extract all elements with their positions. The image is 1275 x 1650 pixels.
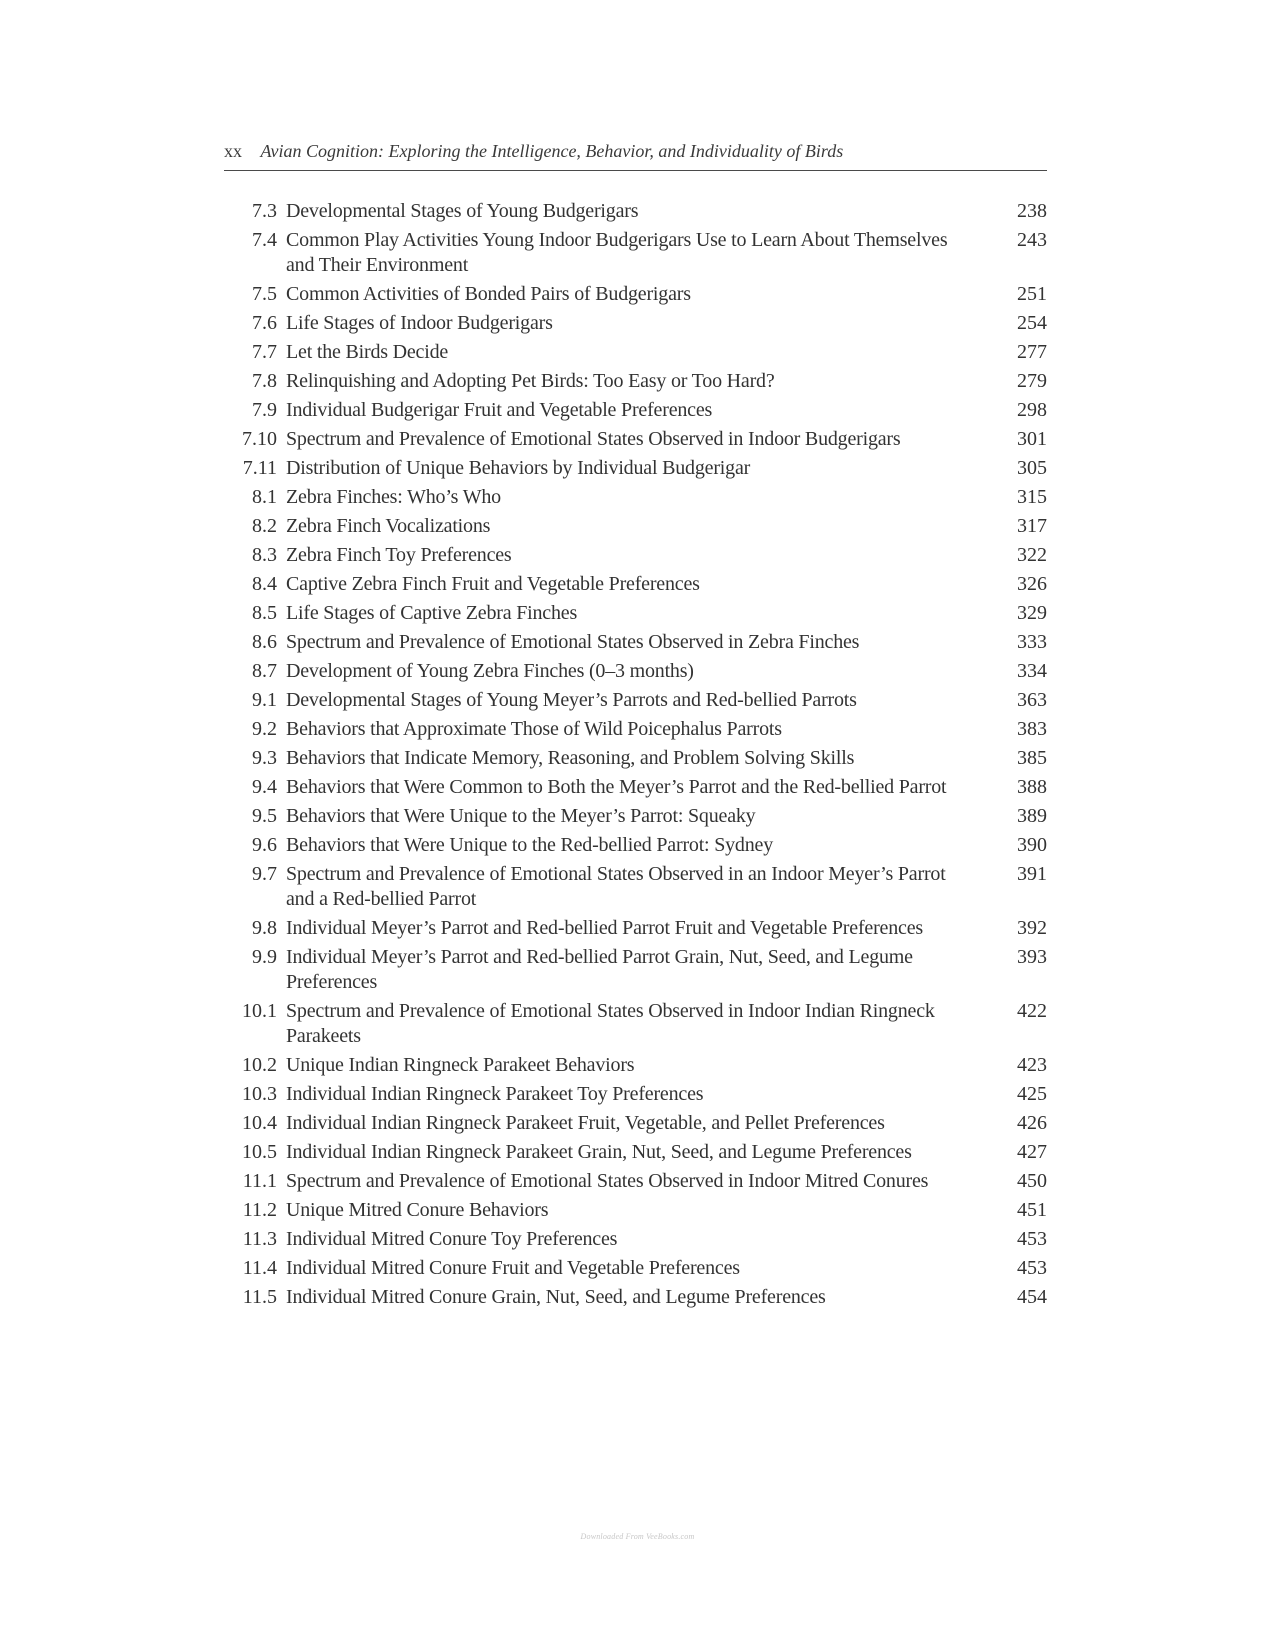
table-title: Common Play Activities Young Indoor Budgerigars Use to Learn About Themselves and Their Environment xyxy=(286,229,948,276)
table-number: 7.11 xyxy=(242,457,277,479)
table-title: Developmental Stages of Young Budgerigars xyxy=(286,200,639,222)
table-page-number: 425 xyxy=(1017,1083,1047,1105)
table-title: Individual Meyer’s Parrot and Red-bellied Parrot Grain, Nut, Seed, and Legume Preferences xyxy=(286,946,913,993)
table-page-number: 427 xyxy=(1017,1141,1047,1163)
table-title: Spectrum and Prevalence of Emotional States Observed in Indoor Budgerigars xyxy=(286,428,901,450)
table-title: Development of Young Zebra Finches (0–3 months) xyxy=(286,660,694,682)
toc-row xyxy=(224,659,1047,684)
table-number: 8.7 xyxy=(252,660,277,682)
toc-row xyxy=(224,1198,1047,1223)
page-number: xx xyxy=(224,141,242,161)
table-page-number: 453 xyxy=(1017,1228,1047,1250)
table-number: 8.2 xyxy=(252,515,277,537)
table-number: 9.6 xyxy=(252,834,277,856)
table-number: 9.5 xyxy=(252,805,277,827)
table-title: Individual Mitred Conure Grain, Nut, Seed, and Legume Preferences xyxy=(286,1286,826,1308)
table-page-number: 391 xyxy=(1017,863,1047,885)
table-page-number: 243 xyxy=(1017,229,1047,251)
toc-row xyxy=(224,199,1047,224)
table-number: 7.10 xyxy=(242,428,277,450)
table-page-number: 390 xyxy=(1017,834,1047,856)
toc-row xyxy=(224,572,1047,597)
table-title: Behaviors that Approximate Those of Wild Poicephalus Parrots xyxy=(286,718,782,740)
table-title: Common Activities of Bonded Pairs of Budgerigars xyxy=(286,283,691,305)
table-title: Individual Indian Ringneck Parakeet Grain, Nut, Seed, and Legume Preferences xyxy=(286,1141,912,1163)
table-page-number: 450 xyxy=(1017,1170,1047,1192)
table-number: 9.9 xyxy=(252,946,277,968)
table-title: Individual Budgerigar Fruit and Vegetable Preferences xyxy=(286,399,713,421)
table-number: 10.2 xyxy=(242,1054,277,1076)
table-title: Spectrum and Prevalence of Emotional States Observed in an Indoor Meyer’s Parrot and a Red-bellied Parrot xyxy=(286,863,946,910)
table-title: Behaviors that Were Unique to the Red-bellied Parrot: Sydney xyxy=(286,834,774,856)
table-number: 8.3 xyxy=(252,544,277,566)
table-page-number: 238 xyxy=(1017,200,1047,222)
toc-row xyxy=(224,688,1047,713)
toc-row xyxy=(224,746,1047,771)
table-page-number: 392 xyxy=(1017,917,1047,939)
table-page-number: 298 xyxy=(1017,399,1047,421)
table-page-number: 254 xyxy=(1017,312,1047,334)
table-title: Spectrum and Prevalence of Emotional States Observed in Zebra Finches xyxy=(286,631,860,653)
table-number: 9.3 xyxy=(252,747,277,769)
toc-row xyxy=(224,1256,1047,1281)
toc-row xyxy=(224,775,1047,800)
running-head xyxy=(224,140,1047,171)
table-number: 7.8 xyxy=(252,370,277,392)
toc-row xyxy=(224,999,1047,1049)
table-title: Spectrum and Prevalence of Emotional States Observed in Indoor Indian Ringneck Parakeets xyxy=(286,1000,935,1047)
table-title: Relinquishing and Adopting Pet Birds: Too Easy or Too Hard? xyxy=(286,370,775,392)
table-title: Let the Birds Decide xyxy=(286,341,449,363)
toc-row xyxy=(224,1111,1047,1136)
table-title: Individual Indian Ringneck Parakeet Fruit, Vegetable, and Pellet Preferences xyxy=(286,1112,885,1134)
download-watermark: Downloaded From VeeBooks.com xyxy=(580,1532,695,1541)
table-number: 7.3 xyxy=(252,200,277,222)
table-page-number: 393 xyxy=(1017,946,1047,968)
table-page-number: 423 xyxy=(1017,1054,1047,1076)
table-page-number: 451 xyxy=(1017,1199,1047,1221)
table-title: Captive Zebra Finch Fruit and Vegetable Preferences xyxy=(286,573,700,595)
toc-row xyxy=(224,369,1047,394)
table-title: Behaviors that Were Common to Both the Meyer’s Parrot and the Red-bellied Parrot xyxy=(286,776,947,798)
toc-row xyxy=(224,1227,1047,1252)
table-number: 7.5 xyxy=(252,283,277,305)
toc-row xyxy=(224,804,1047,829)
toc-row xyxy=(224,945,1047,995)
toc-row xyxy=(224,427,1047,452)
toc-row xyxy=(224,543,1047,568)
table-number: 7.7 xyxy=(252,341,277,363)
table-title: Behaviors that Indicate Memory, Reasoning, and Problem Solving Skills xyxy=(286,747,855,769)
table-number: 10.5 xyxy=(242,1141,277,1163)
table-number: 7.6 xyxy=(252,312,277,334)
toc-row xyxy=(224,1285,1047,1310)
table-title: Individual Mitred Conure Fruit and Vegetable Preferences xyxy=(286,1257,740,1279)
toc-row xyxy=(224,1053,1047,1078)
table-title: Unique Indian Ringneck Parakeet Behaviors xyxy=(286,1054,635,1076)
table-list xyxy=(224,199,1047,1314)
table-number: 10.3 xyxy=(242,1083,277,1105)
table-number: 9.8 xyxy=(252,917,277,939)
table-page-number: 277 xyxy=(1017,341,1047,363)
table-page-number: 305 xyxy=(1017,457,1047,479)
table-number: 7.9 xyxy=(252,399,277,421)
table-number: 10.4 xyxy=(242,1112,277,1134)
table-title: Spectrum and Prevalence of Emotional States Observed in Indoor Mitred Conures xyxy=(286,1170,929,1192)
table-page-number: 389 xyxy=(1017,805,1047,827)
toc-row xyxy=(224,282,1047,307)
toc-row xyxy=(224,456,1047,481)
toc-row xyxy=(224,398,1047,423)
table-number: 8.4 xyxy=(252,573,277,595)
toc-row xyxy=(224,311,1047,336)
table-title: Zebra Finch Toy Preferences xyxy=(286,544,512,566)
table-number: 8.1 xyxy=(252,486,277,508)
table-title: Distribution of Unique Behaviors by Individual Budgerigar xyxy=(286,457,751,479)
table-page-number: 322 xyxy=(1017,544,1047,566)
table-number: 9.1 xyxy=(252,689,277,711)
table-number: 9.2 xyxy=(252,718,277,740)
table-number: 9.7 xyxy=(252,863,277,885)
table-title: Behaviors that Were Unique to the Meyer’s Parrot: Squeaky xyxy=(286,805,756,827)
table-page-number: 317 xyxy=(1017,515,1047,537)
table-page-number: 453 xyxy=(1017,1257,1047,1279)
toc-row xyxy=(224,916,1047,941)
table-title: Life Stages of Indoor Budgerigars xyxy=(286,312,553,334)
table-number: 8.5 xyxy=(252,602,277,624)
table-number: 11.5 xyxy=(242,1286,277,1308)
toc-row xyxy=(224,717,1047,742)
table-number: 11.2 xyxy=(242,1199,277,1221)
table-page-number: 422 xyxy=(1017,1000,1047,1022)
table-page-number: 301 xyxy=(1017,428,1047,450)
table-page-number: 279 xyxy=(1017,370,1047,392)
table-title: Individual Indian Ringneck Parakeet Toy Preferences xyxy=(286,1083,704,1105)
table-number: 11.1 xyxy=(242,1170,277,1192)
table-page-number: 426 xyxy=(1017,1112,1047,1134)
book-title: Avian Cognition: Exploring the Intelligence, Behavior, and Individuality of Birds xyxy=(260,141,844,161)
table-title: Individual Mitred Conure Toy Preferences xyxy=(286,1228,618,1250)
toc-row xyxy=(224,1140,1047,1165)
table-page-number: 454 xyxy=(1017,1286,1047,1308)
toc-row xyxy=(224,601,1047,626)
table-page-number: 251 xyxy=(1017,283,1047,305)
table-page-number: 363 xyxy=(1017,689,1047,711)
table-page-number: 315 xyxy=(1017,486,1047,508)
table-page-number: 326 xyxy=(1017,573,1047,595)
toc-row xyxy=(224,1082,1047,1107)
toc-row xyxy=(224,514,1047,539)
toc-row xyxy=(224,630,1047,655)
table-number: 7.4 xyxy=(252,229,277,251)
toc-row xyxy=(224,340,1047,365)
table-page-number: 329 xyxy=(1017,602,1047,624)
toc-row xyxy=(224,485,1047,510)
table-title: Unique Mitred Conure Behaviors xyxy=(286,1199,549,1221)
toc-row xyxy=(224,833,1047,858)
table-title: Zebra Finch Vocalizations xyxy=(286,515,491,537)
table-title: Life Stages of Captive Zebra Finches xyxy=(286,602,578,624)
table-number: 10.1 xyxy=(242,1000,277,1022)
table-title: Zebra Finches: Who’s Who xyxy=(286,486,501,508)
table-page-number: 383 xyxy=(1017,718,1047,740)
toc-row xyxy=(224,228,1047,278)
toc-row xyxy=(224,862,1047,912)
table-page-number: 388 xyxy=(1017,776,1047,798)
table-number: 11.4 xyxy=(242,1257,277,1279)
table-title: Individual Meyer’s Parrot and Red-bellied Parrot Fruit and Vegetable Preferences xyxy=(286,917,923,939)
table-page-number: 385 xyxy=(1017,747,1047,769)
table-number: 9.4 xyxy=(252,776,277,798)
toc-row xyxy=(224,1169,1047,1194)
table-title: Developmental Stages of Young Meyer’s Parrots and Red-bellied Parrots xyxy=(286,689,857,711)
table-page-number: 333 xyxy=(1017,631,1047,653)
table-page-number: 334 xyxy=(1017,660,1047,682)
table-number: 8.6 xyxy=(252,631,277,653)
table-number: 11.3 xyxy=(242,1228,277,1250)
